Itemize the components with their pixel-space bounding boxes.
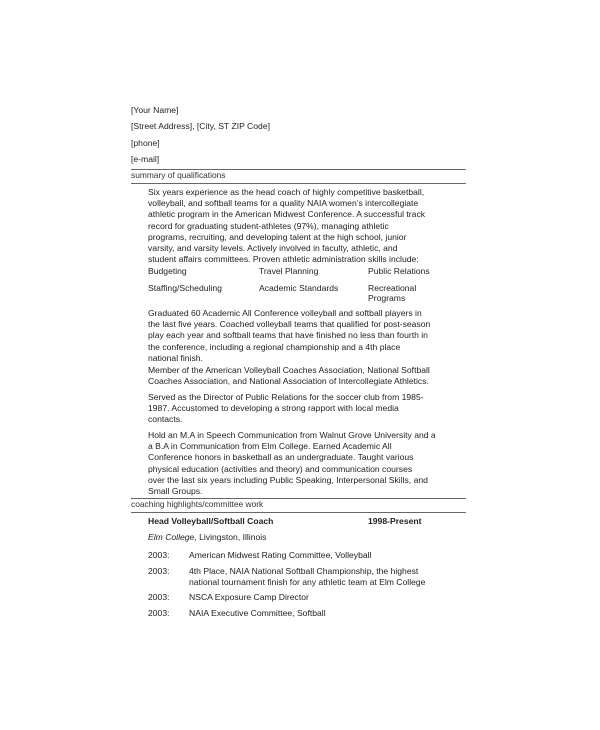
qualifications-paragraph (148, 365, 466, 387)
text-line: volleyball, and softball teams for a quality NAIA women’s intercollegiate (148, 198, 419, 209)
entry-year: 2003: (148, 592, 170, 602)
text-line: over the last six years including Public Speaking, Interpersonal Skills, and (148, 474, 428, 485)
text-line: programs, recruiting, and developing talent at the high school, junior (148, 231, 407, 242)
skill-item: Academic Standards (259, 283, 339, 293)
address-placeholder: [Street Address], [City, ST ZIP Code] (131, 121, 270, 131)
text-line: Member of the American Volleyball Coaches Association, National Softball (148, 365, 430, 375)
qualifications-paragraph (148, 308, 466, 364)
qualifications-paragraph (148, 392, 466, 426)
text-line: Six years experience as the head coach of highly competitive basketball, (148, 187, 425, 197)
text-line: the last five years. Coached volleyball teams that qualified for post-season (148, 319, 431, 330)
skill-item: Public Relations (368, 266, 430, 276)
text-line: national finish. (148, 352, 203, 363)
skill-item: Staffing/Scheduling (148, 283, 222, 293)
text-line: Graduated 60 Academic All Conference volleyball and softball players in (148, 308, 422, 318)
divider (131, 512, 466, 513)
text-line: Coaches Association, and National Association of Intercollegiate Athletics. (148, 376, 429, 387)
entry-year: 2003: (148, 566, 170, 576)
employer-name: Elm College (148, 532, 195, 542)
entry-text: NAIA Executive Committee, Softball (189, 608, 326, 618)
text-line: the conference, including a regional championship and a 4th place (148, 341, 401, 352)
text-line: athletic program in the American Midwest Conference. A successful track (148, 209, 426, 220)
email-placeholder: [e-mail] (131, 154, 160, 164)
text-line: Served as the Director of Public Relations for the soccer club from 1985- (148, 392, 424, 402)
phone-placeholder: [phone] (131, 138, 160, 148)
text-line: student affairs committees. Proven athletic administration skills include: (148, 254, 419, 265)
entry-year: 2003: (148, 550, 170, 560)
skill-item: Travel Planning (259, 266, 319, 276)
skill-item: Recreational (368, 283, 417, 293)
divider (131, 183, 466, 184)
employer (148, 532, 266, 543)
text-line: Conference honors in basketball as an undergraduate. Taught various (148, 452, 414, 463)
qualifications-paragraph (148, 430, 466, 497)
entry-year: 2003: (148, 608, 170, 618)
section-title-qualifications: summary of qualifications (131, 170, 226, 180)
text-line: 1987. Accustomed to developing a strong rapport with local media (148, 403, 399, 414)
section-title-coaching: coaching highlights/committee work (131, 499, 264, 509)
text-line: varsity, and varsity levels. Actively involved in faculty, athletic, and (148, 243, 398, 254)
job-title: Head Volleyball/Softball Coach (148, 516, 274, 526)
text-line: contacts. (148, 414, 183, 425)
skill-item: Budgeting (148, 266, 187, 276)
entry-text: NSCA Exposure Camp Director (189, 592, 309, 602)
text-line: Small Groups. (148, 486, 203, 497)
text-line: Hold an M.A in Speech Communication from Walnut Grove University and a (148, 430, 436, 440)
entry-text: American Midwest Rating Committee, Volleyball (189, 550, 372, 560)
qualifications-intro (148, 187, 466, 265)
employer-location: , Livingston, Illinois (194, 532, 267, 542)
entry-text: national tournament finish for any athletic team at Elm College (189, 577, 426, 587)
entry-text: 4th Place, NAIA National Softball Championship, the highest (189, 566, 419, 576)
text-line: record for graduating student-athletes (97%), managing athletic (148, 220, 389, 231)
job-dates: 1998-Present (368, 516, 422, 526)
text-line: play each year and softball teams that have finished no less than fourth in (148, 330, 428, 341)
text-line: physical education (activities and theory) and communication courses (148, 463, 413, 474)
text-line: a B.A in Communication from Elm College. Earned Academic All (148, 441, 392, 452)
skill-item: Programs (368, 293, 406, 303)
name-placeholder: [Your Name] (131, 105, 179, 115)
